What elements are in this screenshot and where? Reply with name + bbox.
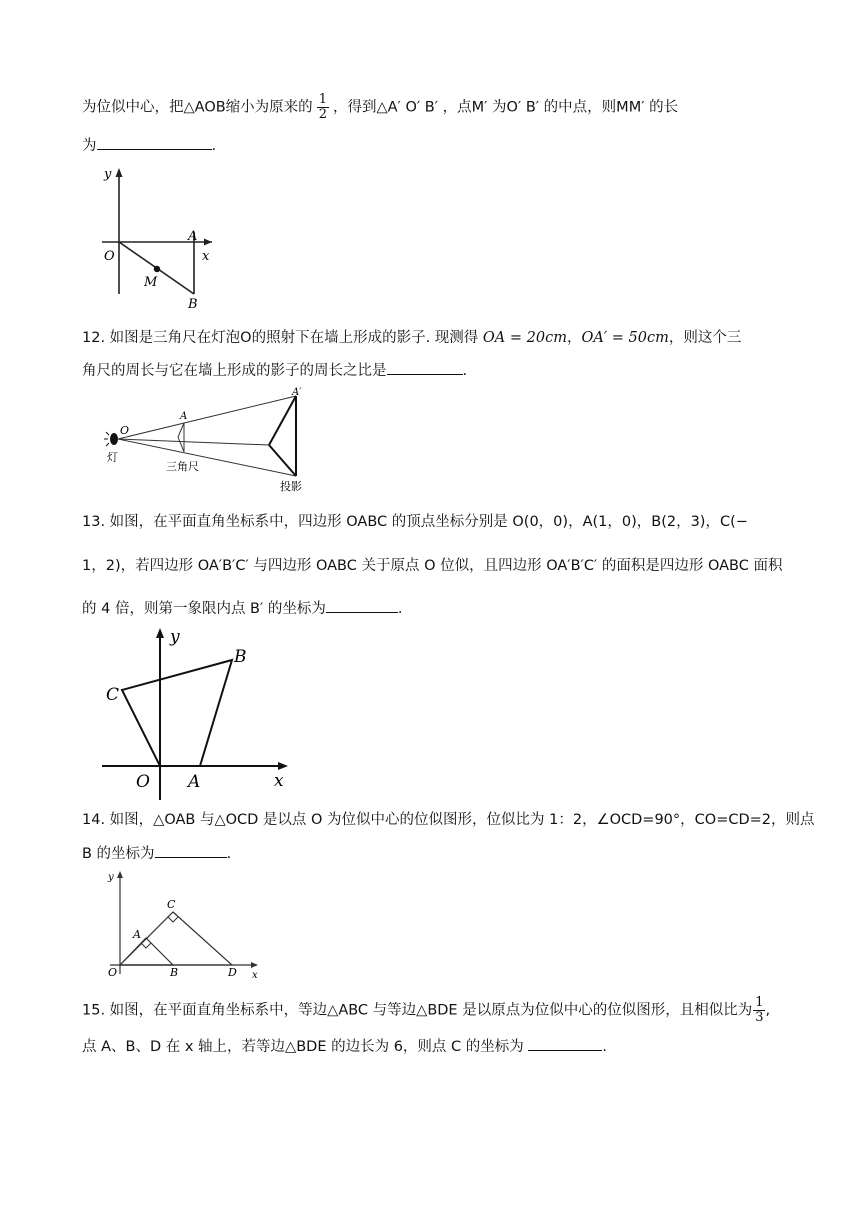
q11-text-a: 为位似中心，把△AOB缩小为原来的 <box>82 99 313 116</box>
q11-text-line2 <box>82 135 216 156</box>
q12-oa: OA = 20cm <box>482 330 567 346</box>
q13-label-x: x <box>274 771 284 791</box>
q15-comma: , <box>765 1002 771 1019</box>
q12-oa-prime: OA′ = 50cm <box>581 330 669 346</box>
q12-period: . <box>462 363 468 379</box>
q13-label-A: A <box>188 772 201 792</box>
q13-label-B: B <box>234 647 247 667</box>
q11-fraction <box>317 93 329 122</box>
q15-period: . <box>602 1039 607 1055</box>
q13-period: . <box>397 601 403 617</box>
q15-text-a: 15. 如图，在平面直角坐标系中，等边△ABC 与等边△BDE 是以原点为位似中心的位似图形，且相似比为 <box>82 1002 753 1019</box>
q11-label-x: x <box>202 249 210 264</box>
q12-sep: ， <box>566 330 582 346</box>
q12-text-c: 角尺的周长与它在墙上形成的影子的周长之比是 <box>82 363 387 379</box>
q15-fraction <box>753 996 765 1025</box>
q13-label-C: C <box>106 685 120 705</box>
q15-text-b: 点 A、B、D 在 x 轴上，若等边△BDE 的边长为 6，则点 C 的坐标为 <box>82 1039 529 1055</box>
q11-label-O: O <box>104 249 115 264</box>
q14-label-O: O <box>108 966 118 979</box>
q14-answer-blank[interactable] <box>155 843 227 858</box>
q13-text-a: 的 4 倍，则第一象限内点 B′ 的坐标为 <box>82 601 326 617</box>
q11-answer-blank[interactable] <box>97 135 212 150</box>
q11-label-B: B <box>188 297 198 312</box>
q11-period: . <box>211 138 217 154</box>
q12-text-b: ，则这个三 <box>668 330 742 346</box>
q12-label-shadow: 投影 <box>280 480 302 493</box>
q13-label-y: y <box>170 627 180 647</box>
q15-answer-blank[interactable] <box>528 1036 602 1051</box>
q12-answer-blank[interactable] <box>387 360 463 375</box>
q13-figure <box>98 622 298 802</box>
q11-label-A: A <box>188 229 198 244</box>
q15-text-line1 <box>82 996 770 1025</box>
q11-label-M: M <box>144 275 158 290</box>
q14-label-C: C <box>167 898 176 911</box>
q13-answer-blank[interactable] <box>326 598 398 613</box>
q11-text-c: 为 <box>82 138 97 154</box>
q13-text-line2: 1，2)，若四边形 OA′B′C′ 与四边形 OABC 关于原点 O 位似，且四边形 OA′B′C′ 的面积是四边形 OABC 面积 <box>82 558 783 574</box>
q14-text-line1: 14. 如图，△OAB 与△OCD 是以点 O 为位似中心的位似图形，位似比为 1：2，∠OCD=90°，CO=CD=2，则点 <box>82 812 815 828</box>
q12-label-A: A <box>180 411 188 422</box>
q14-label-A: A <box>133 928 141 941</box>
q14-period: . <box>226 846 232 862</box>
q12-text-a: 12. 如图是三角尺在灯泡O的照射下在墙上形成的影子. 现测得 <box>82 330 483 346</box>
q14-label-y: y <box>108 872 114 883</box>
q11-fraction-denominator: 2 <box>318 107 327 122</box>
q14-figure <box>100 866 270 981</box>
q13-label-O: O <box>136 772 150 792</box>
q11-text-b: ，得到△A′ O′ B′ ，点M′ 为O′ B′ 的中点，则MM′ 的长 <box>332 99 679 116</box>
q13-text-line3 <box>82 598 403 619</box>
q12-label-A-prime: A′ <box>292 387 302 398</box>
q11-text-line1 <box>82 93 678 122</box>
q14-text-a: B 的坐标为 <box>82 846 155 862</box>
q13-text-line1: 13. 如图，在平面直角坐标系中，四边形 OABC 的顶点坐标分别是 O(0，0)，A(1，0)，B(2，3)，C(− <box>82 514 748 530</box>
q11-label-y: y <box>104 167 112 182</box>
q12-figure <box>104 386 324 496</box>
q14-label-D: D <box>228 966 237 979</box>
q14-text-line2 <box>82 843 231 864</box>
q12-text-line1 <box>82 328 741 348</box>
q12-label-lamp: 灯 <box>107 451 118 464</box>
q15-fraction-denominator: 3 <box>755 1010 764 1025</box>
q12-text-line2 <box>82 360 467 381</box>
q11-fraction-numerator: 1 <box>318 92 327 107</box>
q11-figure <box>92 162 222 312</box>
q12-label-O: O <box>120 424 130 437</box>
q14-label-B: B <box>170 966 179 979</box>
q15-fraction-numerator: 1 <box>755 995 764 1010</box>
q12-label-ruler: 三角尺 <box>166 460 199 473</box>
q14-label-x: x <box>252 970 258 981</box>
q15-text-line2 <box>82 1036 607 1057</box>
